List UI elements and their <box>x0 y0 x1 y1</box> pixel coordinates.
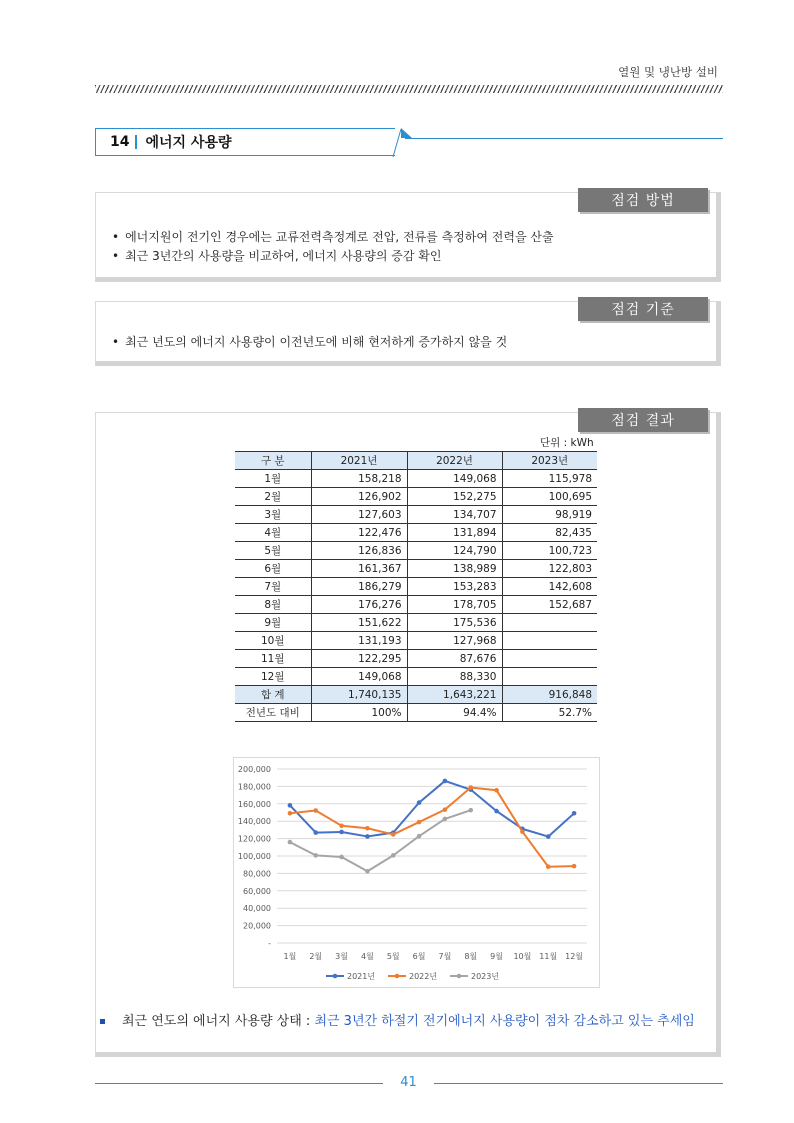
usage-chart-svg <box>234 758 599 987</box>
legend-marker <box>333 974 338 979</box>
data-point <box>546 834 551 839</box>
table-cell: 161,367 <box>311 560 407 578</box>
data-point <box>468 808 473 813</box>
table-row <box>235 668 597 686</box>
x-tick-label: 11월 <box>539 952 558 961</box>
header-hatch-divider <box>95 85 723 93</box>
table-cell: 186,279 <box>311 578 407 596</box>
data-point <box>313 853 318 858</box>
table-row <box>235 614 597 632</box>
footer-rule-left <box>95 1083 383 1084</box>
table-cell: 175,536 <box>407 614 502 632</box>
data-point <box>339 855 344 860</box>
data-point <box>365 834 370 839</box>
table-row <box>235 650 597 668</box>
page-number: 41 <box>400 1075 417 1090</box>
x-tick-label: 9월 <box>490 952 503 961</box>
table-cell: 122,803 <box>502 560 597 578</box>
table-cell: 126,902 <box>311 488 407 506</box>
running-header: 열원 및 냉난방 설비 <box>618 65 718 79</box>
table-cell: 153,283 <box>407 578 502 596</box>
legend-marker <box>457 974 462 979</box>
table-cell <box>502 632 597 650</box>
table-row <box>235 560 597 578</box>
table-cell: 100,723 <box>502 542 597 560</box>
criteria-label: 점검 기준 <box>578 297 708 321</box>
data-point <box>391 832 396 837</box>
y-tick-label: 200,000 <box>237 765 271 774</box>
x-tick-label: 3월 <box>335 952 348 961</box>
table-cell: 131,193 <box>311 632 407 650</box>
table-cell <box>502 614 597 632</box>
y-tick-label: 160,000 <box>237 799 271 809</box>
data-point <box>572 811 577 816</box>
conclusion-bullet-icon <box>100 1019 105 1024</box>
table-row <box>235 596 597 614</box>
data-point <box>365 869 370 874</box>
criteria-item-1: • 최근 년도의 에너지 사용량이 이전년도에 비해 현저하게 증가하지 않을 것 <box>112 333 507 350</box>
footer-rule-right <box>434 1083 723 1084</box>
x-tick-label: 10월 <box>513 952 532 961</box>
y-tick-label: 60,000 <box>243 886 271 896</box>
y-tick-label: 80,000 <box>243 869 271 879</box>
column-header: 구 분 <box>235 452 311 470</box>
column-header: 2021년 <box>311 452 407 470</box>
data-point <box>417 800 422 805</box>
table-cell: 131,894 <box>407 524 502 542</box>
y-tick-label: 180,000 <box>237 782 271 792</box>
row-label: 1월 <box>235 470 311 488</box>
data-point <box>494 809 499 814</box>
legend-label: 2023년 <box>471 972 500 981</box>
data-point <box>339 824 344 829</box>
x-tick-label: 2월 <box>309 952 323 961</box>
table-cell: 127,603 <box>311 506 407 524</box>
table-cell: 178,705 <box>407 596 502 614</box>
column-header: 2022년 <box>407 452 502 470</box>
table-row <box>235 470 597 488</box>
result-label: 점검 결과 <box>578 408 708 432</box>
table-header-row <box>235 452 597 470</box>
table-cell: 138,989 <box>407 560 502 578</box>
table-row <box>235 542 597 560</box>
data-point <box>443 779 448 784</box>
section-title-text: 에너지 사용량 <box>145 135 232 151</box>
row-label: 10월 <box>235 632 311 650</box>
table-cell: 142,608 <box>502 578 597 596</box>
conclusion-text <box>122 1011 712 1033</box>
ratio-row <box>235 704 597 722</box>
y-tick-label: 140,000 <box>237 817 271 827</box>
data-point <box>443 807 448 812</box>
table-cell: 1,740,135 <box>311 686 407 704</box>
row-label: 6월 <box>235 560 311 578</box>
section-number: 14 <box>110 134 130 150</box>
usage-chart <box>233 757 600 988</box>
data-point <box>288 840 293 845</box>
table-cell: 1,643,221 <box>407 686 502 704</box>
table-cell: 87,676 <box>407 650 502 668</box>
table-row <box>235 488 597 506</box>
data-point <box>288 811 293 816</box>
row-label: 7월 <box>235 578 311 596</box>
table-cell: 916,848 <box>502 686 597 704</box>
section-title-rule <box>405 138 723 139</box>
row-label: 3월 <box>235 506 311 524</box>
data-point <box>288 803 293 808</box>
section-title <box>95 128 395 156</box>
total-row <box>235 686 597 704</box>
table-row <box>235 524 597 542</box>
data-point <box>417 834 422 839</box>
conclusion-prefix: 최근 연도의 에너지 사용량 상태 : <box>122 1014 315 1029</box>
row-label: 11월 <box>235 650 311 668</box>
criteria-box <box>95 301 721 366</box>
table-cell: 88,330 <box>407 668 502 686</box>
x-tick-label: 5월 <box>386 952 400 961</box>
row-label: 12월 <box>235 668 311 686</box>
table-cell: 134,707 <box>407 506 502 524</box>
y-tick-label: - <box>268 939 271 948</box>
data-point <box>468 785 473 790</box>
y-tick-label: 120,000 <box>237 834 271 844</box>
x-tick-label: 4월 <box>361 952 374 961</box>
row-label: 8월 <box>235 596 311 614</box>
row-label: 전년도 대비 <box>235 704 311 722</box>
table-row <box>235 632 597 650</box>
table-cell: 152,275 <box>407 488 502 506</box>
data-point <box>339 830 344 835</box>
conclusion-highlight: 최근 3년간 하절기 전기에너지 사용량이 점차 감소하고 있는 추세임 <box>314 1014 695 1029</box>
method-label: 점검 방법 <box>578 188 708 212</box>
table-cell: 176,276 <box>311 596 407 614</box>
row-label: 5월 <box>235 542 311 560</box>
unit-label: 단위 : kWh <box>540 437 594 449</box>
energy-usage-table <box>235 451 597 722</box>
data-point <box>520 829 525 834</box>
section-title-tab-icon <box>392 128 412 158</box>
legend-marker <box>395 974 400 979</box>
method-box <box>95 192 721 282</box>
x-tick-label: 7월 <box>438 952 452 961</box>
data-point <box>313 830 318 835</box>
legend-label: 2021년 <box>347 972 376 981</box>
table-cell <box>502 650 597 668</box>
table-cell: 126,836 <box>311 542 407 560</box>
data-point <box>313 808 318 813</box>
result-box <box>95 412 721 1057</box>
x-tick-label: 6월 <box>412 952 426 961</box>
data-point <box>391 853 396 858</box>
table-cell: 100% <box>311 704 407 722</box>
row-label: 2월 <box>235 488 311 506</box>
y-tick-label: 40,000 <box>243 904 271 914</box>
table-row <box>235 578 597 596</box>
table-cell: 52.7% <box>502 704 597 722</box>
table-cell: 149,068 <box>407 470 502 488</box>
column-header: 2023년 <box>502 452 597 470</box>
table-cell: 100,695 <box>502 488 597 506</box>
table-cell: 127,968 <box>407 632 502 650</box>
method-item-2: • 최근 3년간의 사용량을 비교하여, 에너지 사용량의 증감 확인 <box>112 247 441 264</box>
data-point <box>494 788 499 793</box>
data-point <box>443 817 448 822</box>
data-point <box>417 820 422 825</box>
y-tick-label: 20,000 <box>243 921 271 931</box>
section-title-bar <box>135 135 137 149</box>
method-item-1: • 에너지원이 전기인 경우에는 교류전력측정계로 전압, 전류를 측정하여 전력을 산출 <box>112 228 554 245</box>
table-cell: 82,435 <box>502 524 597 542</box>
table-cell: 124,790 <box>407 542 502 560</box>
table-cell <box>502 668 597 686</box>
row-label: 4월 <box>235 524 311 542</box>
x-tick-label: 8월 <box>464 952 478 961</box>
table-cell: 152,687 <box>502 596 597 614</box>
x-tick-label: 1월 <box>283 952 297 961</box>
table-cell: 98,919 <box>502 506 597 524</box>
table-cell: 94.4% <box>407 704 502 722</box>
table-cell: 122,476 <box>311 524 407 542</box>
y-tick-label: 100,000 <box>237 852 271 861</box>
table-cell: 122,295 <box>311 650 407 668</box>
data-point <box>546 864 551 869</box>
row-label: 합 계 <box>235 686 311 704</box>
table-cell: 115,978 <box>502 470 597 488</box>
row-label: 9월 <box>235 614 311 632</box>
data-point <box>365 826 370 831</box>
legend-label: 2022년 <box>409 972 438 981</box>
table-row <box>235 506 597 524</box>
table-cell: 149,068 <box>311 668 407 686</box>
table-cell: 158,218 <box>311 470 407 488</box>
table-cell: 151,622 <box>311 614 407 632</box>
x-tick-label: 12월 <box>565 952 584 961</box>
data-point <box>572 864 577 869</box>
